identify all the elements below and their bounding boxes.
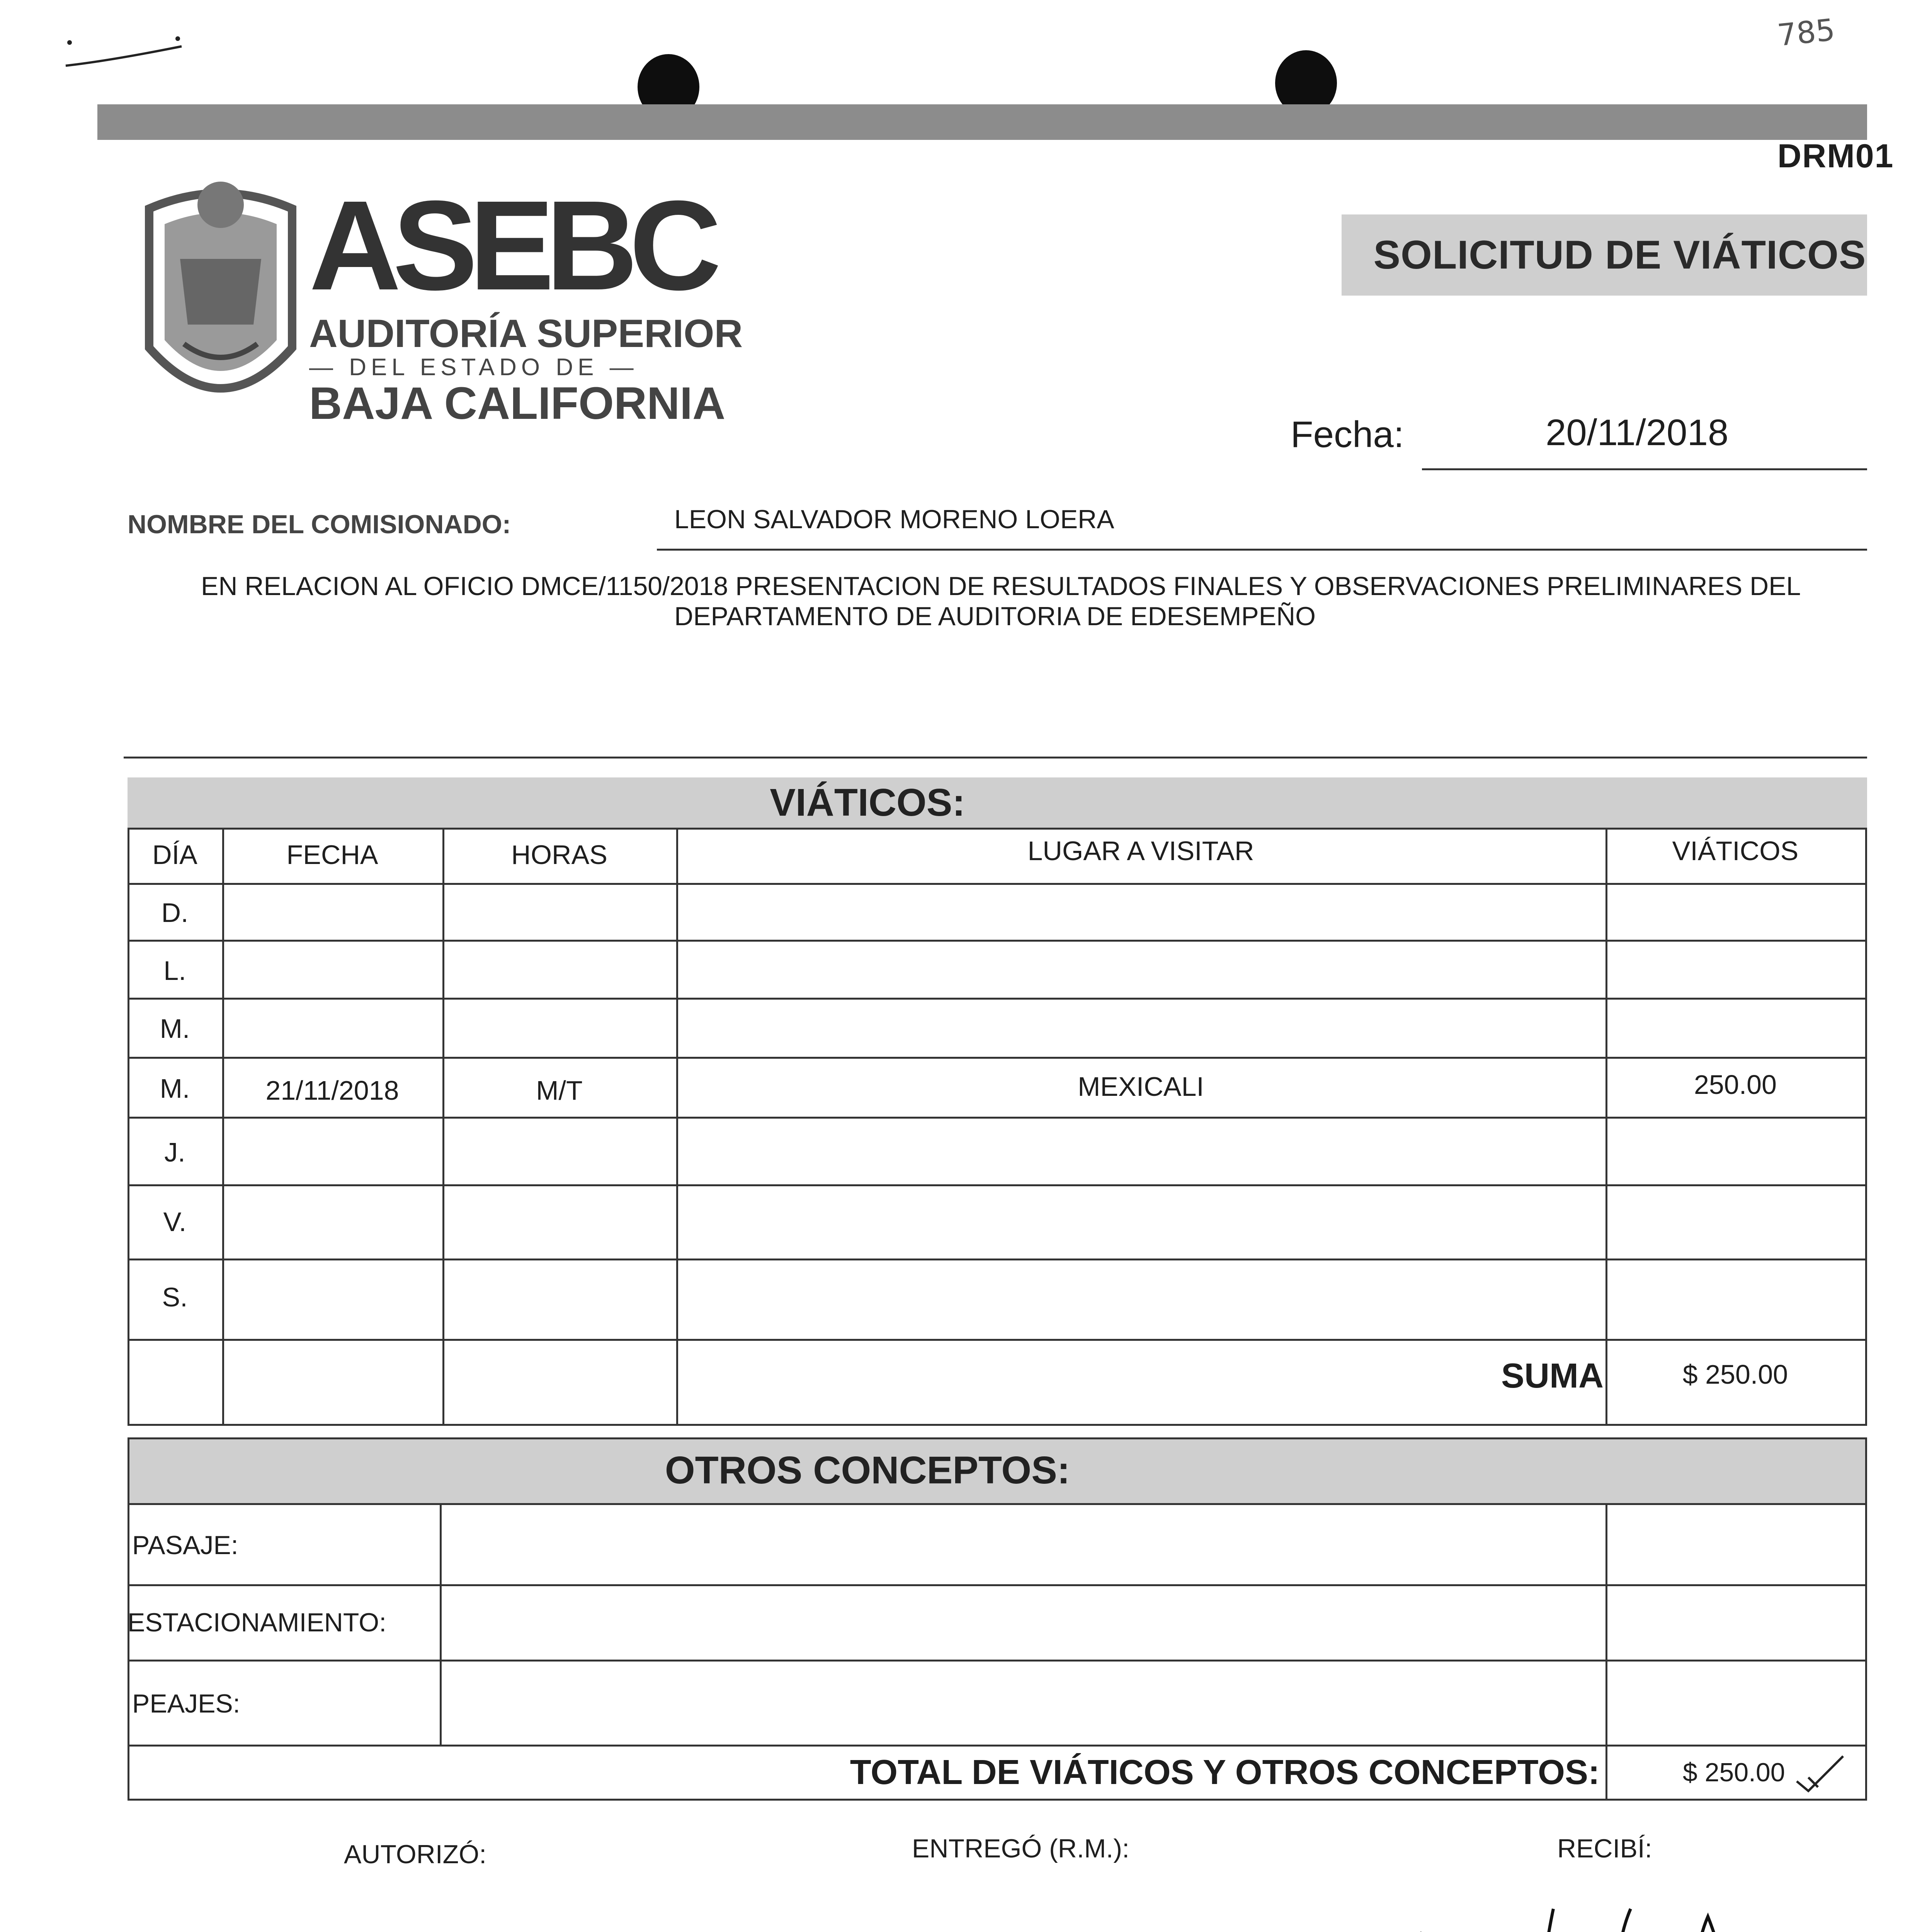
motivo-line-1: EN RELACION AL OFICIO DMCE/1150/2018 PRESENTACION DE RESULTADOS FINALES Y OBSERVACIONES PRELIMINARES DEL (201, 571, 1801, 601)
checkmark-icon (1789, 1750, 1851, 1797)
header-lugar: LUGAR A VISITAR (1027, 836, 1254, 866)
row-4-dia: M. (160, 1073, 190, 1104)
row-5-dia: J. (164, 1137, 185, 1167)
recibi-signature (1321, 1886, 1878, 1932)
entrego-label: ENTREGÓ (R.M.): (912, 1834, 1129, 1863)
total-value: $ 250.00 (1683, 1758, 1785, 1787)
header-horas: HORAS (511, 840, 607, 870)
viaticos-table (128, 828, 1867, 1426)
motivo-line-2: DEPARTAMENTO DE AUDITORIA DE EDESEMPEÑO (674, 602, 1316, 631)
autorizo-label: AUTORIZÓ: (344, 1840, 486, 1869)
pen-mark-top-left (54, 27, 193, 73)
row-7-dia: S. (162, 1282, 188, 1312)
row-3-dia: M. (160, 1014, 190, 1044)
estacionamiento-label: ESTACIONAMIENTO: (128, 1608, 387, 1637)
viaticos-title: VIÁTICOS: (770, 781, 965, 824)
motivo-underline (124, 757, 1867, 759)
header-fecha: FECHA (286, 840, 378, 870)
logo-line-1: AUDITORÍA SUPERIOR (309, 311, 743, 355)
document-code: DRM01 (1777, 138, 1894, 175)
pasaje-label: PASAJE: (132, 1531, 238, 1560)
recibi-label: RECIBÍ: (1557, 1834, 1652, 1863)
fecha-label: Fecha: (1291, 414, 1404, 455)
fecha-value: 20/11/2018 (1546, 412, 1729, 453)
row-4-lugar: MEXICALI (1078, 1071, 1204, 1102)
document-title-box (1342, 214, 1867, 296)
document-title: SOLICITUD DE VIÁTICOS (1373, 232, 1866, 277)
page-number: 785 (1776, 12, 1837, 53)
suma-value: $ 250.00 (1682, 1359, 1788, 1389)
header-bar (97, 104, 1867, 140)
row-4-fecha: 21/11/2018 (265, 1075, 399, 1105)
row-1-dia: D. (161, 898, 189, 928)
otros-table (128, 1437, 1867, 1801)
header-viaticos: VIÁTICOS (1672, 836, 1799, 866)
logo-line-2: — DEL ESTADO DE — (309, 354, 638, 381)
row-2-dia: L. (163, 956, 186, 986)
header-dia: DÍA (152, 840, 197, 870)
comisionado-underline (657, 549, 1867, 551)
row-4-viaticos: 250.00 (1694, 1070, 1777, 1100)
comisionado-value: LEON SALVADOR MORENO LOERA (674, 505, 1114, 534)
row-4-horas: M/T (536, 1075, 583, 1105)
suma-label: SUMA (1501, 1357, 1604, 1395)
otros-title: OTROS CONCEPTOS: (665, 1449, 1070, 1492)
asebc-logo (309, 174, 743, 429)
comisionado-label: NOMBRE DEL COMISIONADO: (128, 510, 511, 539)
total-label: TOTAL DE VIÁTICOS Y OTROS CONCEPTOS: (850, 1753, 1600, 1792)
peajes-label: PEAJES: (132, 1689, 240, 1718)
row-6-dia: V. (163, 1207, 187, 1237)
logo-line-2-text: DEL ESTADO DE (349, 354, 599, 381)
logo-acronym: ASEBC (309, 174, 713, 316)
state-seal-logo (138, 162, 304, 429)
fecha-underline (1422, 468, 1867, 470)
logo-line-3: BAJA CALIFORNIA (309, 378, 726, 429)
